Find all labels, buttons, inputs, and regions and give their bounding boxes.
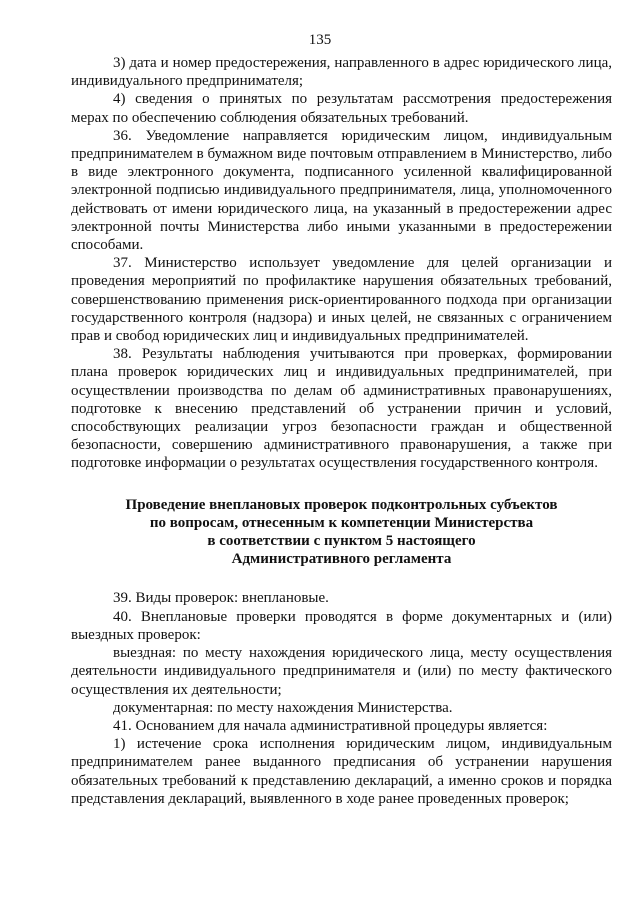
section-heading-line: Административного регламента — [231, 551, 452, 568]
paragraph-onsite-inspection: выездная: по месту нахождения юридического лица, месту осуществления деятельности индивидуального предпринимателя и (или) по месту фактического осуществления их деятельности; — [71, 645, 612, 698]
paragraph-item-4: 4) сведения о принятых по результатам рассмотрения предостережения мерах по обеспечению соблюдения обязательных требований. — [71, 91, 612, 126]
document-body — [71, 54, 612, 808]
paragraph-38: 38. Результаты наблюдения учитываются при проверках, формировании плана проверок юридических лиц и индивидуальных предпринимателей, при осуществлении производства по делам об административных правонарушениях, подготовке к внесению представлений об устранении причин и условий, способствующих реализации угроз безопасности граждан и общественной безопасности, совершению административного правонарушения, а также при подготовке информации о результатах осуществления государственного контроля. — [71, 346, 612, 472]
paragraph-36: 36. Уведомление направляется юридическим лицом, индивидуальным предпринимателем в бумажном виде почтовым отправлением в Министерство, либо в виде электронного документа, подписанного усиленной квалифицированной электронной подписью индивидуального предпринимателя, лица, уполномоченного действовать от имени юридического лица, на указанный в предостережении адрес электронной почты Министерства либо иными указанными в предостережении способами. — [71, 127, 612, 254]
paragraph-item-3: 3) дата и номер предостережения, направленного в адрес юридического лица, индивидуального предпринимателя; — [71, 55, 612, 90]
section-heading — [71, 496, 612, 569]
paragraph-40: 40. Внеплановые проверки проводятся в форме документарных и (или) выездных проверок: — [71, 608, 612, 643]
paragraph-37: 37. Министерство использует уведомление для целей организации и проведения мероприятий по профилактике нарушения обязательных требований, совершенствованию применения риск-ориентированного подхода при организации государственного контроля (надзора) и иных целей, не связанных с ограничением прав и свобод юридических лиц и индивидуальных предпринимателей. — [71, 255, 612, 345]
section-heading-line: Проведение внеплановых проверок подконтрольных субъектов — [125, 496, 558, 513]
paragraph-documentary-inspection: документарная: по месту нахождения Министерства. — [113, 699, 453, 716]
section-heading-line: по вопросам, отнесенным к компетенции Министерства — [149, 514, 534, 531]
section-heading-line: в соответствии с пунктом 5 настоящего — [207, 533, 476, 550]
paragraph-41: 41. Основанием для начала административной процедуры является: — [113, 717, 548, 734]
paragraph-39: 39. Виды проверок: внеплановые. — [113, 590, 329, 607]
page-number: 135 — [308, 32, 332, 48]
paragraph-41-item-1: 1) истечение срока исполнения юридическим лицом, индивидуальным предпринимателем ранее выданного предписания об устранении нарушения обязательных требований к представлению деклараций, а именно сроков и порядка представления деклараций, выявленного в ходе ранее проведенных проверок; — [71, 736, 612, 807]
